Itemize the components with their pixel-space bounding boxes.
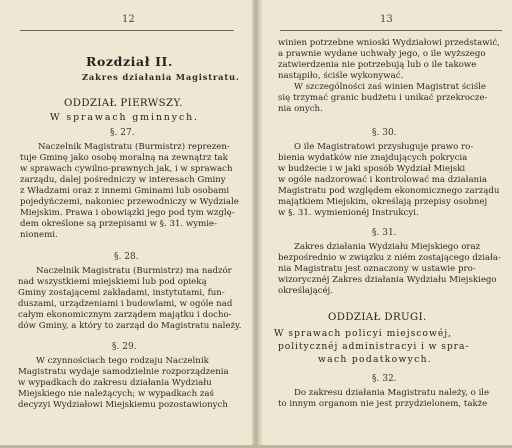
part-title: ODDZIAŁ PIERWSZY. xyxy=(64,98,183,109)
text-line: tuje Gminę jako osobę moralną na zewnątrz tak xyxy=(20,153,228,163)
text-line: się trzymać granic budżetu i unikać przekrocze- xyxy=(278,93,488,103)
text-line: bezpośrednio w związku z niém zostającego działa- xyxy=(278,253,501,263)
text-line: nad wszystkiemi miejskiemi lub pod opieką xyxy=(18,277,207,287)
text-line: nia onych. xyxy=(278,104,323,114)
text-line: zatwierdzenia nie potrzebują lub o ile takowe xyxy=(278,60,477,70)
text-line: dem określone są przepisami w §. 31. wymie- xyxy=(20,219,217,229)
page-number: 12 xyxy=(122,14,135,25)
text-line: nastąpiło, ściśle wykonywać. xyxy=(278,71,404,81)
text-line: W czynnościach tego rodzaju Naczelnik xyxy=(36,356,209,366)
section-heading: §. 27. xyxy=(110,128,135,138)
text-line: w ogóle nadzorować i kontrolować ma działania xyxy=(278,175,487,185)
text-line: całym ekonomicznym zarządem majątku i docho- xyxy=(18,310,232,320)
chapter-subtitle: Zakres działania Magistratu. xyxy=(82,72,240,82)
text-line: Magistratu pod względem ekonomicznego zarządu xyxy=(278,186,500,196)
text-line: Naczelnik Magistratu (Burmistrz) ma nadzór xyxy=(36,266,232,276)
header-rule xyxy=(280,30,502,31)
text-line: bienia wydatków nie znajdujących pokrycia xyxy=(278,153,468,163)
text-line: O ile Magistratowi przysługuje prawo ro- xyxy=(294,142,474,152)
text-line: W szczególności zaś winien Magistrat ściśle xyxy=(294,82,486,92)
part-subtitle-line: W sprawach policyi miejscowéj, xyxy=(274,328,453,339)
text-line: Zakres działania Wydziału Miejskiego oraz xyxy=(294,242,481,252)
text-line: w sprawach cywilno-prawnych jak, i w sprawach xyxy=(20,164,233,174)
text-line: decyzyi Wydziałowi Miejskiemu pozostawionych xyxy=(18,400,228,410)
text-line: nionemi. xyxy=(20,230,58,240)
text-line: z Władzami oraz z innemi Gminami lub osobami xyxy=(20,186,230,196)
section-heading: §. 30. xyxy=(372,128,397,138)
section-heading: §. 28. xyxy=(114,252,139,262)
chapter-title: Rozdział II. xyxy=(86,54,173,69)
text-line: nia Magistratu jest oznaczony w ustawie pro- xyxy=(278,264,476,274)
text-line: Miejskiego nie należących; w wypadkach zaś xyxy=(18,389,214,399)
section-heading: §. 31. xyxy=(372,228,397,238)
text-line: w wypadkach do zakresu działania Wydziału xyxy=(18,378,212,388)
page-number: 13 xyxy=(380,14,393,25)
part-subtitle-line: politycznéj administracyi i w spra- xyxy=(278,341,470,352)
text-line: Magistratu wydaje samodzielnie rozporządzenia xyxy=(18,367,229,377)
text-line: Do zakresu działania Magistratu należy, o ile xyxy=(294,388,490,398)
part-subtitle: W sprawach gminnych. xyxy=(50,112,199,123)
text-line: pojedyńczemi, nakoniec przewodniczy w Wydziale xyxy=(20,197,239,207)
header-rule xyxy=(20,30,234,31)
text-line: winien potrzebne wnioski Wydziałowi przedstawić, xyxy=(278,38,500,48)
text-line: majątkiem Miejskim, określają przepisy osobnej xyxy=(278,197,488,207)
part-subtitle-line: wach podatkowych. xyxy=(318,354,433,365)
text-line: a prawnie wydane uchwały jego, o ile wyższego xyxy=(278,49,486,59)
section-heading: §. 29. xyxy=(112,342,137,352)
text-line: duszami, urządzeniami i budowlami, w ogóle nad xyxy=(18,299,233,309)
text-line: Gminy zostającemi zakładami, instytutami, fun- xyxy=(18,288,225,298)
text-line: w budżecie i w jaki sposób Wydział Miejski xyxy=(278,164,466,174)
text-line: określającéj. xyxy=(278,286,333,296)
text-line: to innym organom nie jest przydzielonem, także xyxy=(278,399,488,409)
text-line: zarządu, dalej pośredniczy w interesach Gminy xyxy=(20,175,226,185)
text-line: dów Gminy, a który to zarząd do Magistratu należy. xyxy=(18,321,242,331)
book-gutter xyxy=(252,0,262,448)
part-title: ODDZIAŁ DRUGI. xyxy=(328,312,427,323)
text-line: wizorycznéj Zakres działania Wydziału Miejskiego xyxy=(278,275,497,285)
text-line: Miejskim. Prawa i obowiązki jego pod tym wzglę- xyxy=(20,208,235,218)
text-line: Naczelnik Magistratu (Burmistrz) reprezen- xyxy=(38,142,230,152)
text-line: w §. 31. wymienionéj Instrukcyi. xyxy=(278,208,419,218)
right-page xyxy=(262,0,512,448)
section-heading: §. 32. xyxy=(372,374,397,384)
left-page xyxy=(0,0,252,448)
